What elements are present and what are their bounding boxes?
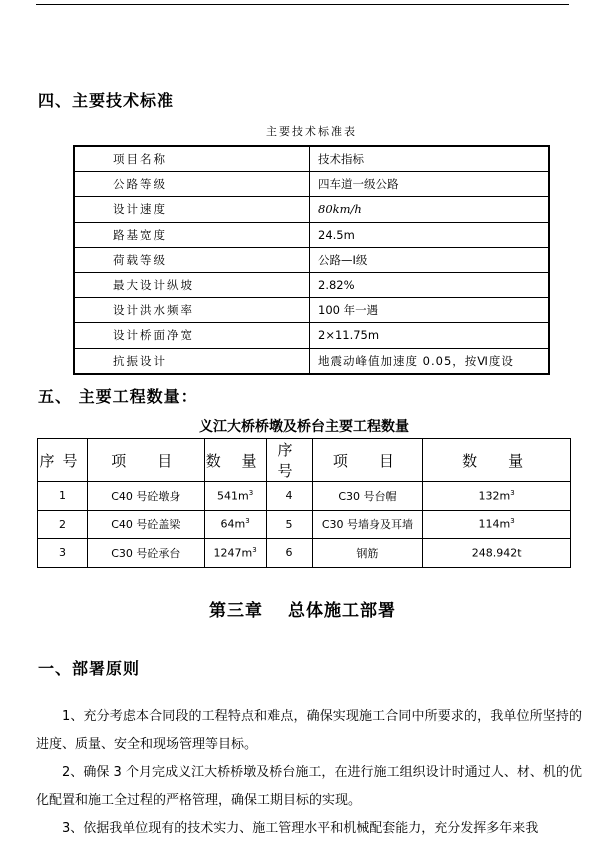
quantity-value: 1247m: [213, 546, 253, 560]
table-cell: [204, 539, 266, 568]
table-cell: 设计速度: [74, 197, 310, 222]
unit-superscript: 3: [510, 517, 515, 526]
table-cell: 设计桥面净宽: [74, 323, 310, 348]
table-row: [74, 247, 549, 272]
unit-superscript: 3: [245, 517, 250, 526]
table-cell: [204, 482, 266, 511]
table-cell: 5: [266, 510, 312, 539]
table-cell: 2.82%: [310, 272, 550, 297]
header-cell: 项 目: [312, 439, 423, 482]
quantity-value: 64m: [220, 518, 246, 532]
table-cell: 地震动峰值加速度 0.05，按Ⅵ度设: [310, 348, 550, 374]
table2-caption: 义江大桥桥墩及桥台主要工程数量: [199, 419, 409, 435]
table-row: [74, 323, 549, 348]
paragraph-1: 1、充分考虑本合同段的工程特点和难点，确保实现施工合同中所要求的，我单位所坚持的进度、质量、安全和现场管理等目标。: [36, 709, 582, 752]
table-row: [74, 298, 549, 323]
paragraph-2: 2、确保 3 个月完成义江大桥桥墩及桥台施工，在进行施工组织设计时通过人、材、机的优化配置和施工全过程的严格管理，确保工期目标的实现。: [36, 765, 582, 808]
header-cell: 序号: [266, 439, 312, 482]
table-row: [74, 146, 549, 172]
table-cell: 抗振设计: [74, 348, 310, 374]
table-row: [74, 197, 549, 222]
table-cell: [423, 510, 571, 539]
table-row: [38, 482, 571, 511]
section-1-heading: 一、部署原则: [38, 659, 141, 678]
unit-superscript: 3: [252, 545, 257, 554]
table-cell: 2: [38, 510, 88, 539]
table-row: [74, 172, 549, 197]
table-cell: 4: [266, 482, 312, 511]
header-cell: 数 量: [204, 439, 266, 482]
table1-caption: 主要技术标准表: [266, 125, 357, 138]
table-cell: 荷载等级: [74, 247, 310, 272]
table-cell: 四车道一级公路: [310, 172, 550, 197]
table-cell: C40 号砼墩身: [87, 482, 204, 511]
header-rule: [36, 4, 569, 5]
table-cell: 公路—Ⅰ级: [310, 247, 550, 272]
table-cell: 80km/h: [310, 197, 550, 222]
table-row: [38, 510, 571, 539]
table-cell: 3: [38, 539, 88, 568]
unit-superscript: 3: [248, 488, 254, 497]
table-cell: 24.5m: [310, 222, 550, 247]
quantity-value: 248.942t: [471, 546, 522, 560]
table-cell: 路基宽度: [74, 222, 310, 247]
table-cell: 最大设计纵坡: [74, 272, 310, 297]
table-cell: 技术指标: [310, 146, 550, 172]
tech-standards-table: [73, 145, 550, 375]
section-5-heading: 五、 主要工程数量：: [38, 387, 198, 406]
table-row: [74, 348, 549, 374]
table-header-row: [38, 439, 571, 482]
header-cell: 序号: [38, 439, 88, 482]
chapter-title: 第三章 总体施工部署: [209, 601, 396, 621]
table-row: [38, 539, 571, 568]
paragraph-3: 3、依据我单位现有的技术实力、施工管理水平和机械配套能力，充分发挥多年来我: [62, 821, 539, 836]
table-cell: 6: [266, 539, 312, 568]
quantity-value: 114m: [478, 518, 511, 532]
quantities-table: [37, 438, 571, 568]
table-cell: C40 号砼盖梁: [87, 510, 204, 539]
header-cell: 数 量: [423, 439, 571, 482]
table-cell: C30 号砼承台: [87, 539, 204, 568]
unit-superscript: 3: [510, 488, 515, 497]
quantity-value: 541m: [217, 489, 249, 503]
quantity-value: 132m: [478, 489, 511, 503]
table-cell: [423, 482, 571, 511]
table-cell: C30 号墙身及耳墙: [312, 510, 423, 539]
header-cell: 项 目: [87, 439, 204, 482]
table-cell: 1: [38, 482, 88, 511]
table-cell: 100 年一遇: [310, 298, 550, 323]
table-cell: 设计洪水频率: [74, 298, 310, 323]
table-row: [74, 272, 549, 297]
section-4-heading: 四、主要技术标准: [38, 91, 175, 110]
table-cell: 公路等级: [74, 172, 310, 197]
table-cell: C30 号台帽: [312, 482, 423, 511]
table-cell: [204, 510, 266, 539]
table-cell: [423, 539, 571, 568]
table-row: [74, 222, 549, 247]
table-cell: 项目名称: [74, 146, 310, 172]
table-cell: 钢筋: [312, 539, 423, 568]
table-cell: 2×11.75m: [310, 323, 550, 348]
